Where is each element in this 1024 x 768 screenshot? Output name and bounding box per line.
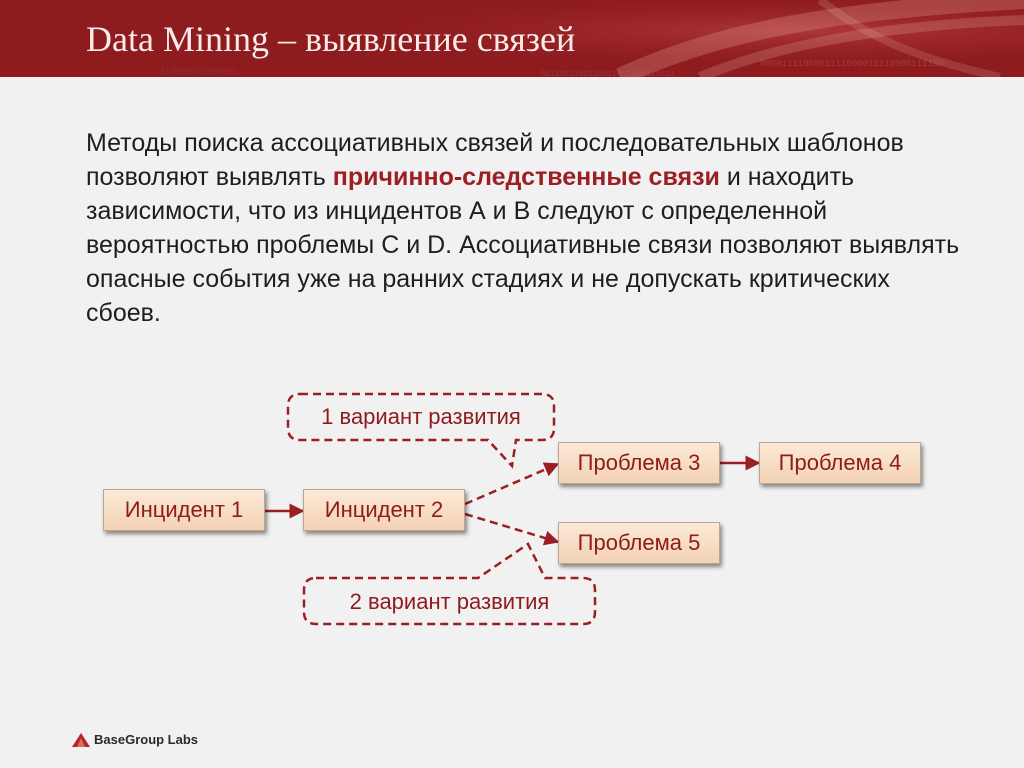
svg-text:0011001100110011001100110011: 0011001100110011001100110011 (540, 70, 675, 77)
arrow-incident2-to-problem3 (465, 464, 558, 504)
variant2-label: 2 вариант развития (349, 589, 550, 614)
arrow-incident2-to-problem5 (465, 514, 558, 542)
paragraph-highlight: причинно-следственные связи (332, 163, 720, 191)
logo-text: BaseGroup Labs (94, 732, 199, 747)
paragraph-text-2: и находить зависимости, что из инцидентов А и В следуют с определенной вероятностью проблемы С и D. Ассоциативные связи позволяют выявлять опасные события уже на ранних стадиях и не допускать критических сбоев. (86, 163, 960, 327)
svg-text:000011110000111100001111000011: 0000111100001111000011110000111100 (760, 59, 944, 69)
node-incident-2: Инцидент 2 (303, 489, 465, 531)
node-incident-1: Инцидент 1 (103, 489, 265, 531)
basegroup-logo (72, 732, 198, 747)
logo-triangle-icon (72, 733, 90, 747)
svg-text:0100000010000001: 0100000010000001 (160, 68, 237, 77)
variant1-label: 1 вариант развития (321, 404, 521, 429)
node-problem-5: Проблема 5 (558, 522, 720, 564)
slide-title: Data Mining – выявление связей (86, 19, 576, 59)
node-problem-3: Проблема 3 (558, 442, 720, 484)
paragraph-text-1: Методы поиска ассоциативных связей и последовательных шаблонов позволяют выявлять (86, 129, 904, 191)
node-problem-4: Проблема 4 (759, 442, 921, 484)
